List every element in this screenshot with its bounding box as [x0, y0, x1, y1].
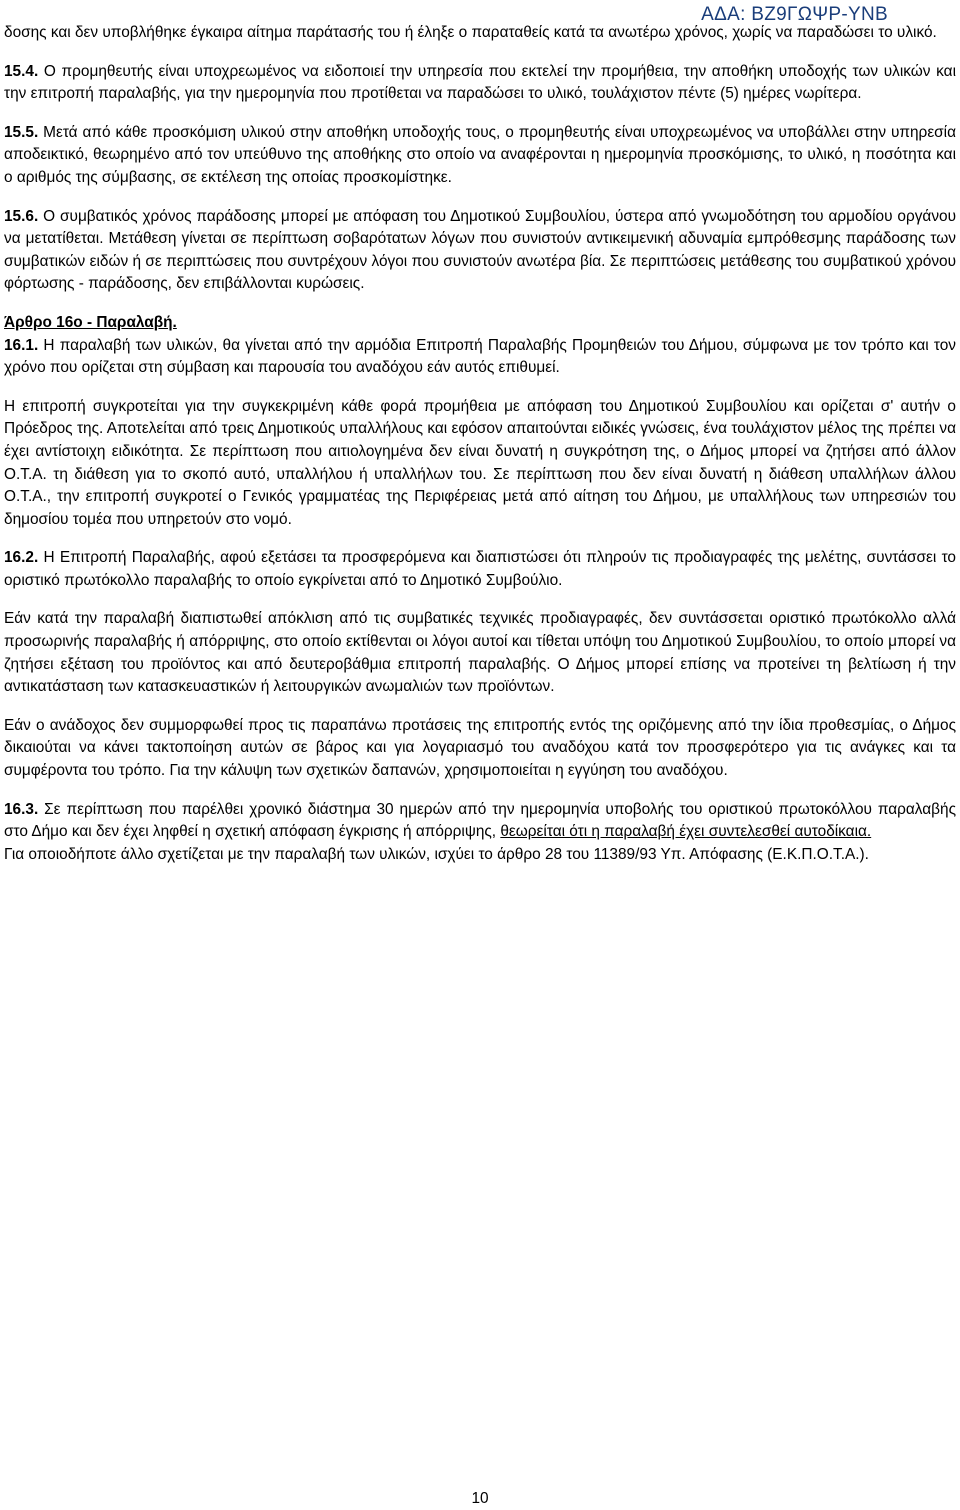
article-heading: Άρθρο 16ο - Παραλαβή. [4, 313, 177, 331]
paragraph-text: Σε περίπτωση που παρέλθει χρονικό διάστημα 30 ημερών από την ημερομηνία υποβολής του οριστικού πρωτοκόλλου παραλαβής στο Δήμο και δεν έχει ληφθεί η σχετική απόφαση έγκρισης ή απόρριψης, [4, 800, 956, 841]
paragraph-other: Για οποιοδήποτε άλλο σχετίζεται με την παραλαβή των υλικών, ισχύει το άρθρο 28 του 11389/93 Υπ. Απόφασης (Ε.Κ.Π.Ο.Τ.Α.). [4, 845, 869, 863]
paragraph-16-3 [4, 799, 956, 844]
paragraph-15-4 [4, 61, 956, 106]
section-number: 15.5. [4, 123, 39, 141]
paragraph-text: Ο συμβατικός χρόνος παράδοσης μπορεί με απόφαση του Δημοτικού Συμβουλίου, ύστερα από γνωμοδότηση του αρμοδίου οργάνου να μετατίθεται. Μετάθεση γίνεται σε περίπτωση σοβαρότατων λόγων που συνιστούν αντικειμενική αδυναμία εμπρόθεσμης παράδοσης των συμβατικών ειδών ή σε περιπτώσεις που συντρέχουν λόγοι που συνιστούν ανωτέρα βία. Σε περιπτώσεις μετάθεσης του συμβατικού χρόνου φόρτωσης - παράδοσης, δεν επιβάλλονται κυρώσεις. [4, 207, 956, 293]
paragraph-text: Η παραλαβή των υλικών, θα γίνεται από την αρμόδια Επιτροπή Παραλαβής Προμηθειών του Δήμου, σύμφωνα με τον τρόπο και τον χρόνο που ορίζεται στη σύμβαση και παρουσία του αναδόχου εάν αυτός επιθυμεί. [4, 336, 956, 377]
paragraph-committee: Η επιτροπή συγκροτείται για την συγκεκριμένη κάθε φορά προμήθεια με απόφαση του Δημοτικού Συμβουλίου και ορίζεται σ' αυτήν ο Πρόεδρος της. Αποτελείται από τρεις Δημοτικούς υπαλλήλους και εφόσον απαιτούνται ειδικές γνώσεις, ένα τουλάχιστον μέλος της πρέπει να έχει αντίστοιχη ειδικότητα. Σε περίπτωση που αιτιολογημένα δεν είναι δυνατή η συγκρότηση της, ο Δήμος μπορεί να ζητήσει από άλλον Ο.Τ.Α. τη διάθεση για το σκοπό αυτό, υπαλλήλου ή υπαλλήλων του. Σε περίπτωση που δεν είναι δυνατή η διάθεση υπαλλήλων άλλου Ο.Τ.Α., την επιτροπή συγκροτεί ο Γενικός γραμματέας της Περιφέρειας μετά από αίτηση του Δήμου, με υπαλλήλους των υπηρεσιών του δημοσίου τομέα που υπηρετούν στο νομό. [4, 397, 956, 528]
section-number: 15.6. [4, 207, 39, 225]
paragraph-15-6 [4, 206, 956, 296]
paragraph-text: Η Επιτροπή Παραλαβής, αφού εξετάσει τα προσφερόμενα και διαπιστώσει ότι πληρούν τις προδιαγραφές της μελέτης, συντάσσει το οριστικό πρωτόκολλο παραλαβής το οποίο εγκρίνεται από το Δημοτικό Συμβούλιο. [4, 549, 956, 589]
document-body [4, 22, 956, 882]
section-number: 16.2. [4, 549, 39, 567]
paragraph-deviation: Εάν κατά την παραλαβή διαπιστωθεί απόκλιση από τις συμβατικές τεχνικές προδιαγραφές, δεν συντάσσεται οριστικό πρωτόκολλο αλλά προσωρινής παραλαβής ή απόρριψης, στο οποίο εκτίθενται οι λόγοι αυτοί και τίθεται υπόψη του Δημοτικού Συμβουλίου, το οποίο μπορεί να ζητήσει εξέταση του προϊόντος και από δευτεροβάθμια επιτροπή παραλαβής. Ο Δήμος μπορεί επίσης να προτείνει τη βελτίωση ή την αντικατάσταση των κατασκευαστικών ή λειτουργικών ανωμαλιών των προϊόντων. [4, 610, 956, 696]
section-number: 16.3. [4, 800, 39, 818]
section-number: 16.1. [4, 336, 39, 354]
ada-code: ΑΔΑ: ΒΖ9ΓΩΨΡ-ΥΝΒ [701, 4, 888, 25]
underlined-text: θεωρείται ότι η παραλαβή έχει συντελεσθεί αυτοδίκαια. [500, 823, 872, 841]
paragraph-text: Μετά από κάθε προσκόμιση υλικού στην αποθήκη υποδοχής τους, ο προμηθευτής είναι υποχρεωμένος να υποβάλλει στην υπηρεσία αποδεικτικό, θεωρημένο από τον υπεύθυνο της αποθήκης στο οποίο να αναφέρονται η ημερομηνία προσκόμισης, το υλικό, η ποσότητα και ο αριθμός της σύμβασης, σε εκτέλεση της οποίας προσκομίστηκε. [4, 123, 956, 186]
section-number: 15.4. [4, 62, 39, 80]
paragraph-16-1 [4, 335, 956, 380]
paragraph-noncompliance: Εάν ο ανάδοχος δεν συμμορφωθεί προς τις παραπάνω προτάσεις της επιτροπής εντός της οριζόμενης από την ίδια προθεσμίας, ο Δήμος δικαιούται να κάνει τακτοποίηση αυτών σε βάρος και για λογαριασμό του αναδόχου κατά τον προσφερότερο για τις ανάγκες και τα συμφέροντα του τρόπο. Για την κάλυψη των σχετικών δαπανών, χρησιμοποιείται η εγγύηση του αναδόχου. [4, 716, 956, 780]
paragraph-16-2 [4, 547, 956, 592]
paragraph-15-5 [4, 122, 956, 190]
page-number: 10 [471, 1490, 489, 1507]
paragraph-continuation: δοσης και δεν υποβλήθηκε έγκαιρα αίτημα παράτασής του ή έληξε ο παραταθείς κατά τα ανωτέρω χρόνος, χωρίς να παραδώσει το υλικό. [4, 24, 937, 41]
paragraph-text: Ο προμηθευτής είναι υποχρεωμένος να ειδοποιεί την υπηρεσία που εκτελεί την προμήθεια, την αποθήκη υποδοχής των υλικών και την επιτροπή παραλαβής, για την ημερομηνία που προτίθεται να παραδώσει το υλικό, τουλάχιστον πέντε (5) ημέρες νωρίτερα. [4, 62, 956, 103]
